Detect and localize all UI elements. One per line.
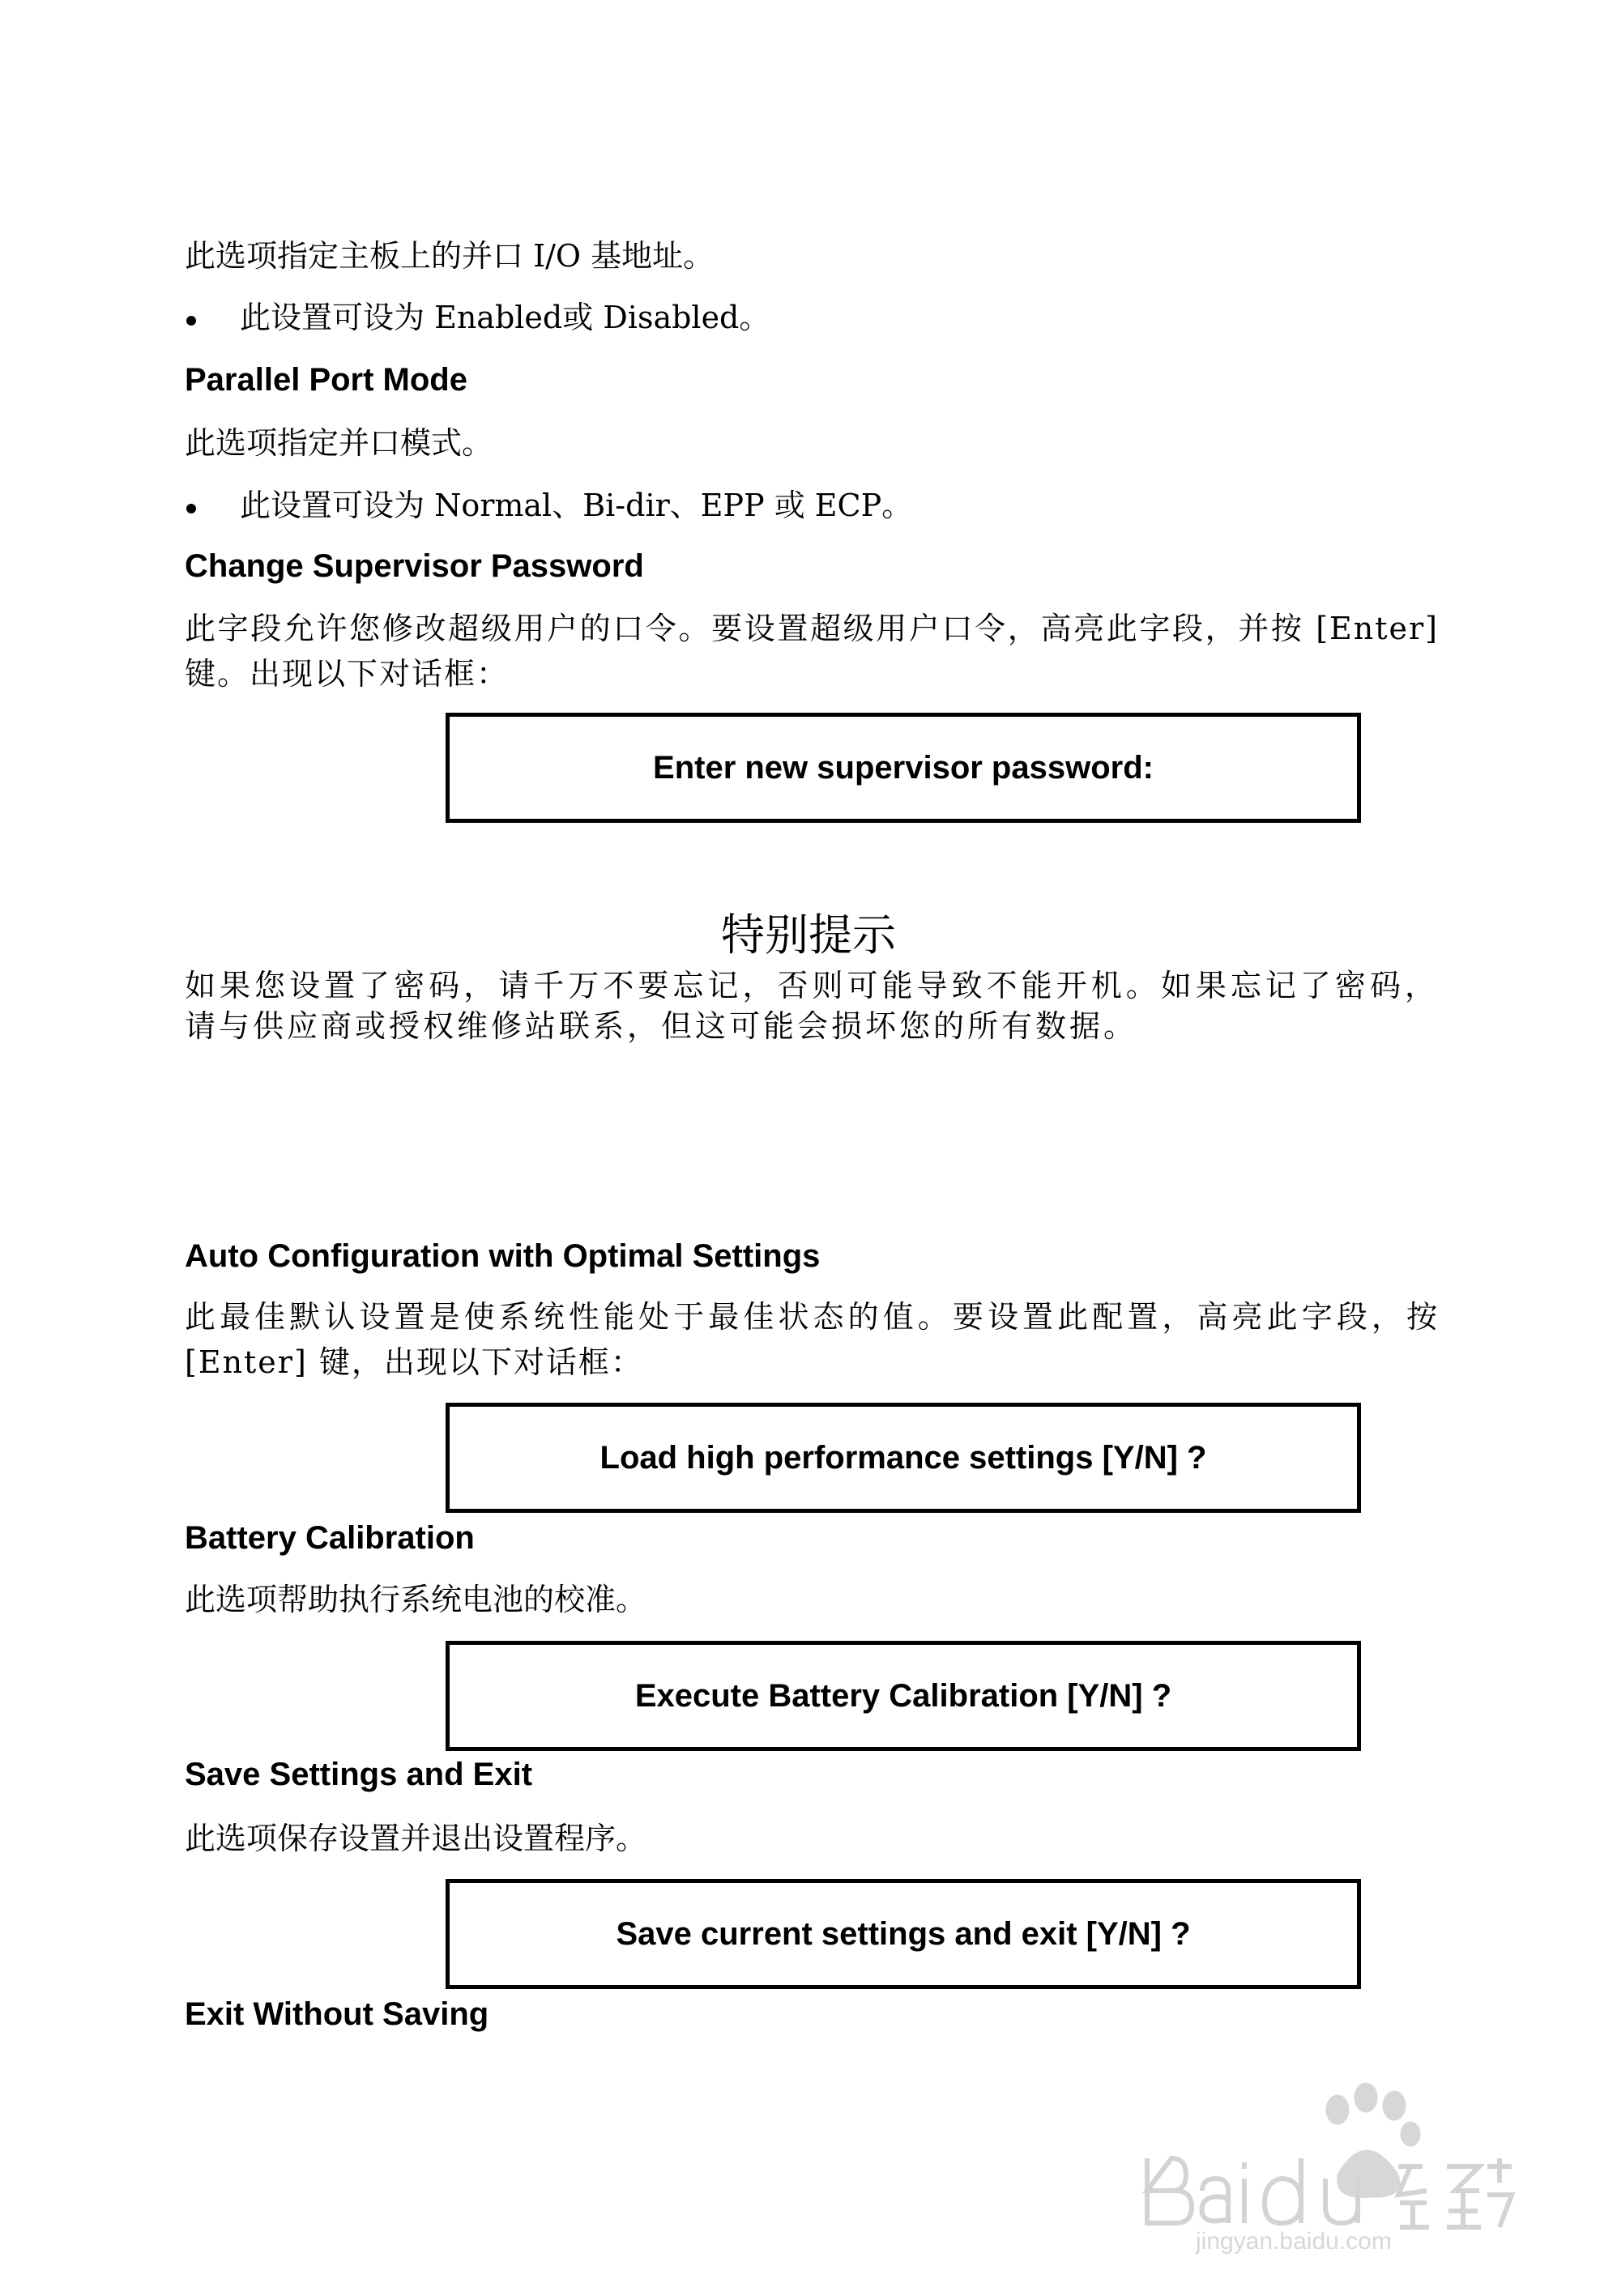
notice-title: 特别提示 — [721, 909, 896, 961]
watermark-url: jingyan.baidu.com — [1196, 2228, 1392, 2255]
heading-change-supervisor-password: Change Supervisor Password — [185, 548, 644, 584]
bullet-parallel-mode-options: 此设置可设为 Normal、Bi-dir、EPP 或 ECP。 — [240, 488, 913, 523]
dialog-save-current-settings — [446, 1879, 1361, 1989]
dialog-supervisor-password-text: Enter new supervisor password: — [653, 749, 1154, 786]
paragraph-base-address: 此选项指定主板上的并口 I/O 基地址。 — [185, 238, 715, 274]
heading-save-settings-exit: Save Settings and Exit — [185, 1757, 533, 1792]
dialog-save-current-settings-text: Save current settings and exit [Y/N] ? — [616, 1915, 1191, 1952]
paragraph-auto-configuration: 此最佳默认设置是使系统性能处于最佳状态的值。要设置此配置，高亮此字段，按 [Enter] 键，出现以下对话框： — [185, 1299, 1439, 1380]
dialog-battery-calibration — [446, 1641, 1361, 1751]
paragraph-parallel-port-mode: 此选项指定并口模式。 — [185, 425, 493, 461]
paragraph-save-settings-exit: 此选项保存设置并退出设置程序。 — [185, 1821, 647, 1856]
bullet-base-address-options: 此设置可设为 Enabled或 Disabled。 — [240, 300, 770, 335]
paragraph-supervisor-password: 此字段允许您修改超级用户的口令。要设置超级用户口令，高亮此字段，并按 [Enter] 键。出现以下对话框： — [185, 611, 1439, 692]
heading-parallel-port-mode: Parallel Port Mode — [185, 362, 467, 398]
heading-battery-calibration: Battery Calibration — [185, 1520, 475, 1556]
bullet-icon — [186, 504, 196, 513]
baidu-jingyan-watermark-logo — [1131, 2061, 1520, 2256]
dialog-battery-calibration-text: Execute Battery Calibration [Y/N] ? — [634, 1677, 1172, 1714]
dialog-supervisor-password — [446, 713, 1361, 823]
paragraph-battery-calibration: 此选项帮助执行系统电池的校准。 — [185, 1582, 647, 1617]
dialog-load-high-performance — [446, 1403, 1361, 1513]
notice-text: 如果您设置了密码，请千万不要忘记，否则可能导致不能开机。如果忘记了密码，请与供应商或授权维修站联系，但这可能会损坏您的所有数据。 — [185, 968, 1439, 1044]
bullet-icon — [186, 316, 196, 326]
heading-auto-configuration: Auto Configuration with Optimal Settings — [185, 1238, 821, 1274]
heading-exit-without-saving: Exit Without Saving — [185, 1996, 489, 2032]
dialog-load-high-performance-text: Load high performance settings [Y/N] ? — [599, 1439, 1207, 1476]
